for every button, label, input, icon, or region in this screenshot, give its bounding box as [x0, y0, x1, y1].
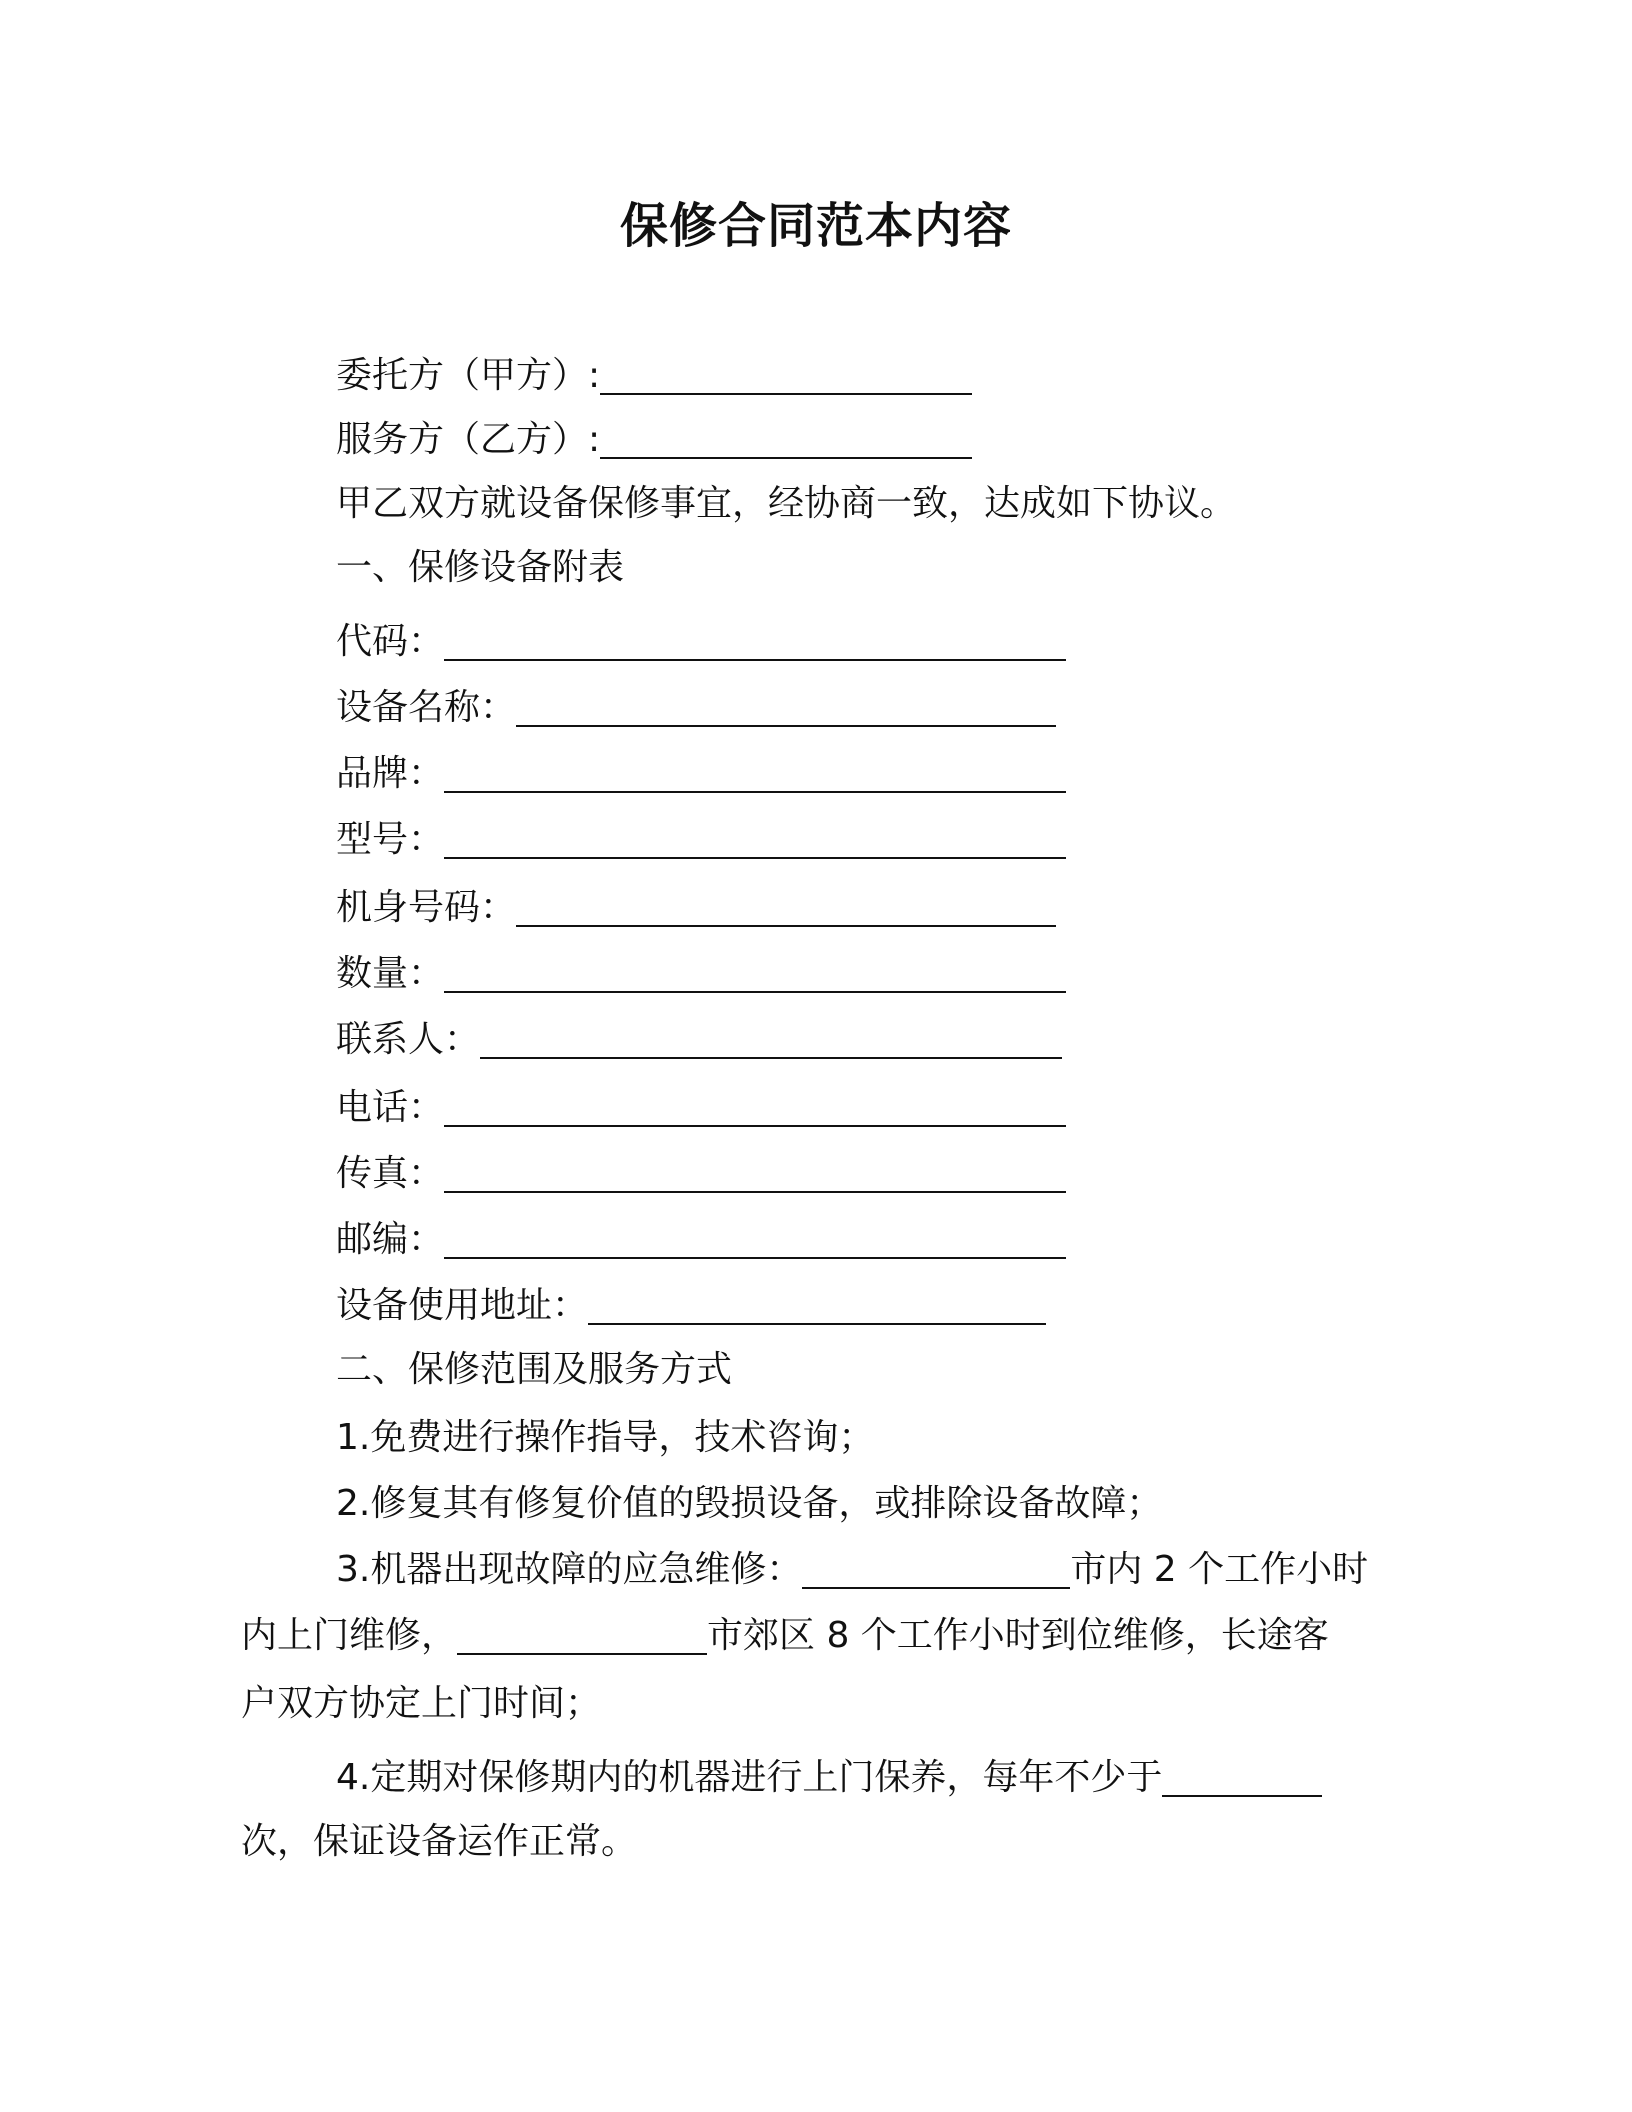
field-phone — [336, 1084, 1066, 1132]
field-address-label: 设备使用地址： — [336, 1285, 589, 1326]
field-model-label: 型号： — [336, 819, 445, 860]
field-device-name-label: 设备名称： — [336, 687, 517, 728]
field-code-blank[interactable] — [444, 623, 1066, 661]
field-contact-label: 联系人： — [336, 1019, 481, 1060]
field-address-blank[interactable] — [588, 1287, 1046, 1325]
intro-paragraph: 甲乙双方就设备保修事宜，经协商一致，达成如下协议。 — [336, 483, 1237, 524]
item-3-text-3: 内上门维修， — [241, 1615, 458, 1656]
field-quantity-blank[interactable] — [444, 955, 1066, 993]
field-fax-label: 传真： — [336, 1153, 445, 1194]
field-device-name — [336, 684, 1056, 732]
field-brand-label: 品牌： — [336, 753, 445, 794]
item-3-blank-1[interactable] — [802, 1551, 1070, 1589]
field-phone-blank[interactable] — [444, 1089, 1066, 1127]
item-4-text-1: 4.定期对保修期内的机器进行上门保养，每年不少于 — [336, 1757, 1163, 1798]
item-4-blank[interactable] — [1162, 1759, 1322, 1797]
field-serial-blank[interactable] — [516, 889, 1056, 927]
party-b-blank[interactable] — [600, 421, 972, 459]
field-postcode-label: 邮编： — [336, 1219, 445, 1260]
party-a-line — [336, 352, 972, 400]
field-code-label: 代码： — [336, 621, 445, 662]
item-4-line-1 — [336, 1754, 1322, 1802]
field-model — [336, 816, 1066, 864]
item-3-line-1 — [336, 1546, 1368, 1594]
party-a-label: 委托方（甲方）: — [336, 355, 601, 396]
item-3-text-4: 市郊区 8 个工作小时到位维修，长途客 — [707, 1615, 1329, 1656]
field-quantity-label: 数量： — [336, 953, 445, 994]
party-b-label: 服务方（乙方）: — [336, 419, 601, 460]
item-3-text-1: 3.机器出现故障的应急维修： — [336, 1549, 803, 1590]
field-postcode — [336, 1216, 1066, 1264]
field-quantity — [336, 950, 1066, 998]
item-4-line-2: 次，保证设备运作正常。 — [241, 1821, 638, 1862]
field-model-blank[interactable] — [444, 821, 1066, 859]
item-3-line-2 — [241, 1612, 1329, 1660]
item-3-text-2: 市内 2 个工作小时 — [1070, 1549, 1369, 1590]
item-3-line-3: 户双方协定上门时间； — [241, 1683, 602, 1724]
field-code — [336, 618, 1066, 666]
field-fax — [336, 1150, 1066, 1198]
field-brand — [336, 750, 1066, 798]
section2-heading: 二、保修范围及服务方式 — [336, 1349, 733, 1390]
field-address — [336, 1282, 1046, 1330]
field-fax-blank[interactable] — [444, 1155, 1066, 1193]
item-1: 1.免费进行操作指导，技术咨询； — [336, 1417, 875, 1458]
item-2: 2.修复其有修复价值的毁损设备，或排除设备故障； — [336, 1483, 1163, 1524]
field-serial-label: 机身号码： — [336, 887, 517, 928]
field-postcode-blank[interactable] — [444, 1221, 1066, 1259]
field-device-name-blank[interactable] — [516, 689, 1056, 727]
document-title: 保修合同范本内容 — [619, 198, 1012, 254]
field-brand-blank[interactable] — [444, 755, 1066, 793]
field-contact-blank[interactable] — [480, 1021, 1062, 1059]
field-serial — [336, 884, 1056, 932]
field-contact — [336, 1016, 1062, 1064]
item-3-blank-2[interactable] — [457, 1617, 707, 1655]
party-b-line — [336, 416, 972, 464]
field-phone-label: 电话： — [336, 1087, 445, 1128]
party-a-blank[interactable] — [600, 357, 972, 395]
section1-heading: 一、保修设备附表 — [336, 547, 625, 588]
